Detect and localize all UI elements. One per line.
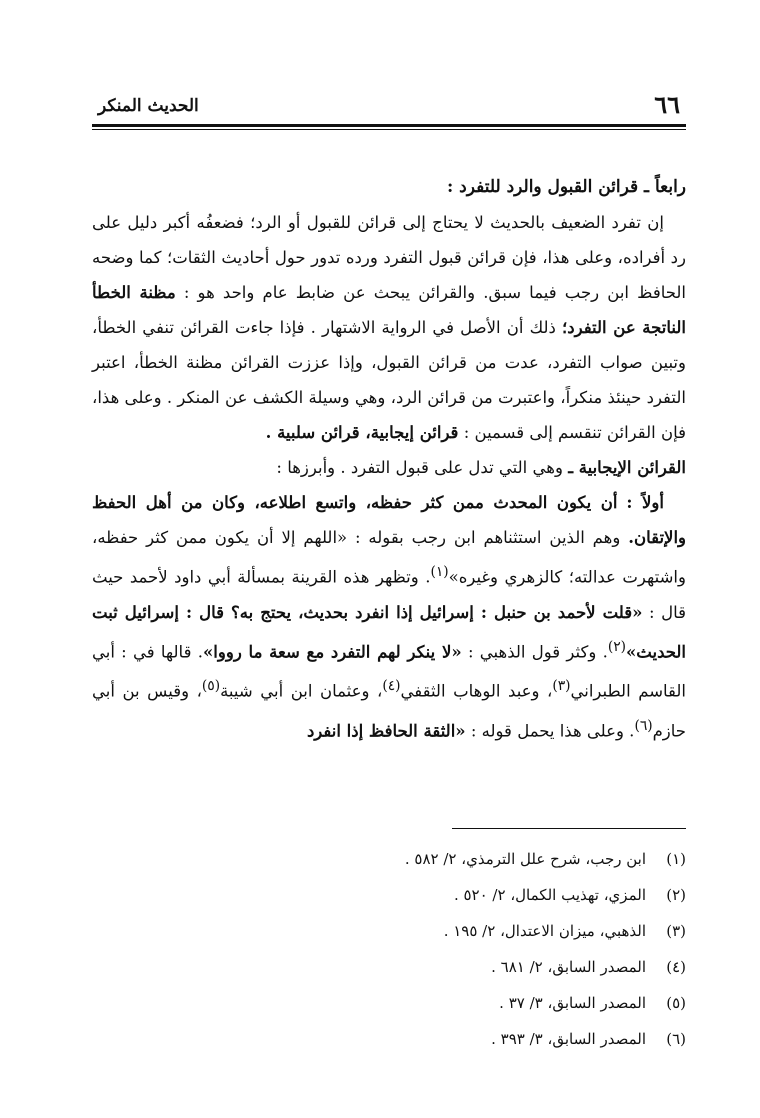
footnote-ref-5: (٥) (201, 678, 221, 694)
paragraph-1-bold-2: قرائن إيجابية، قرائن سلبية . (265, 423, 459, 442)
footnote (92, 1026, 686, 1062)
footnote (92, 846, 686, 882)
positive-clues-text: وهي التي تدل على قبول التفرد . وأبرزها : (276, 458, 563, 477)
footnote-separator (452, 828, 686, 829)
footnote-mark: (١) (666, 850, 686, 868)
footnote (92, 990, 686, 1026)
positive-clues-heading: القرائن الإيجابية ـ (568, 458, 686, 477)
page-header (92, 90, 686, 122)
first-clue-bold-2: «قلت لأحمد بن حنبل : إسرائيل إذا انفرد بحديث، يحتج به؟ قال : إسرائيل ثبت الحديث» (92, 602, 686, 661)
footnote-mark: (٣) (666, 922, 686, 940)
body-text (92, 170, 686, 748)
page-number: ٦٦ (654, 90, 680, 119)
first-clue-bold-4: «الثقة الحافظ إذا انفرد (306, 721, 466, 740)
header-rule-thin (92, 129, 686, 130)
paragraph-1 (92, 205, 686, 450)
footnote-ref-3: (٣) (552, 678, 571, 694)
footnote-mark: (٢) (666, 886, 686, 904)
footnote-text: ابن رجب، شرح علل الترمذي، ٢/ ٥٨٢ . (404, 850, 646, 868)
footnote-text: المصدر السابق، ٢/ ٦٨١ . (491, 958, 646, 976)
first-clue-text-4: . قالها في : أبي القاسم الطبراني (92, 642, 686, 701)
footnote-mark: (٥) (666, 994, 686, 1012)
first-clue-paragraph (92, 485, 686, 748)
footnote-ref-4: (٤) (382, 678, 401, 694)
header-rule (92, 124, 686, 127)
footnote-text: المصدر السابق، ٣/ ٣٩٣ . (491, 1030, 646, 1048)
footnote-text: المصدر السابق، ٣/ ٣٧ . (499, 994, 646, 1012)
footnotes (92, 846, 686, 1062)
first-clue-text-7: ، وقيس بن أبي حازم (92, 681, 686, 740)
paragraph-1-continued: ذلك أن الأصل في الرواية الاشتهار . فإذا جاءت القرائن تنفي الخطأ، وتبين صواب التفرد، عدت من قرائن القبول، وإذا عززت القرائن مظنة الخطأ، اعتبر التفرد حينئذ منكراً، واعتبرت من قرائن الرد، وهي وسيلة الكشف عن المنكر . وعلى هذا، فإن القرائن تنقسم إلى قسمين : (92, 318, 686, 442)
footnote-ref-6: (٦) (634, 717, 653, 734)
first-clue-text-8: . وعلى هذا يحمل قوله : (470, 721, 635, 740)
footnote-text: الذهبي، ميزان الاعتدال، ٢/ ١٩٥ . (443, 922, 646, 940)
footnote-text: المزي، تهذيب الكمال، ٢/ ٥٢٠ . (453, 886, 646, 904)
first-clue-text: وهم الذين استثناهم ابن رجب بقوله : «اللهم إلا أن يكون ممن كثر حفظه، واشتهرت عدالته؛ كالزهري وغيره» (92, 528, 686, 587)
first-clue-text-6: ، وعثمان ابن أبي شيبة (220, 681, 383, 701)
first-clue-text-5: ، وعبد الوهاب الثقفي (400, 681, 553, 701)
first-clue-bold-3: «لا ينكر لهم التفرد مع سعة ما رووا» (202, 642, 462, 661)
section-heading: رابعاً ـ قرائن القبول والرد للتفرد : (446, 177, 686, 197)
footnote (92, 918, 686, 954)
paragraph-1-bold: مظنة الخطأ الناتجة عن التفرد؛ (92, 283, 686, 337)
footnote-ref-1: (١) (430, 564, 449, 580)
footnote-mark: (٤) (666, 958, 686, 976)
footnote-mark: (٦) (666, 1030, 686, 1048)
footnote (92, 882, 686, 918)
first-clue-text-3: . وكثر قول الذهبي : (467, 642, 608, 661)
positive-clues-paragraph (92, 450, 686, 485)
first-clue-label: أولاً : (626, 493, 664, 512)
first-clue-bold: أن يكون المحدث ممن كثر حفظه، واتسع اطلاعه، وكان من أهل الحفظ والإتقان. (92, 493, 686, 547)
running-title: الحديث المنكر (98, 96, 199, 116)
paragraph-1-text: إن تفرد الضعيف بالحديث لا يحتاج إلى قرائن للقبول أو الرد؛ فضعفُه أكبر دليل على رد أفراده، وعلى هذا، فإن قرائن قبول التفرد ورده تدور حول أحاديث الثقات؛ كما وضحه الحافظ ابن رجب فيما سبق. والقرائن يبحث عن ضابط عام واحد هو : (92, 213, 686, 302)
footnote-ref-2: (٢) (607, 638, 626, 655)
first-clue-text-2: . وتظهر هذه القرينة بمسألة أبي داود لأحمد حيث قال : (92, 567, 686, 622)
footnote (92, 954, 686, 990)
